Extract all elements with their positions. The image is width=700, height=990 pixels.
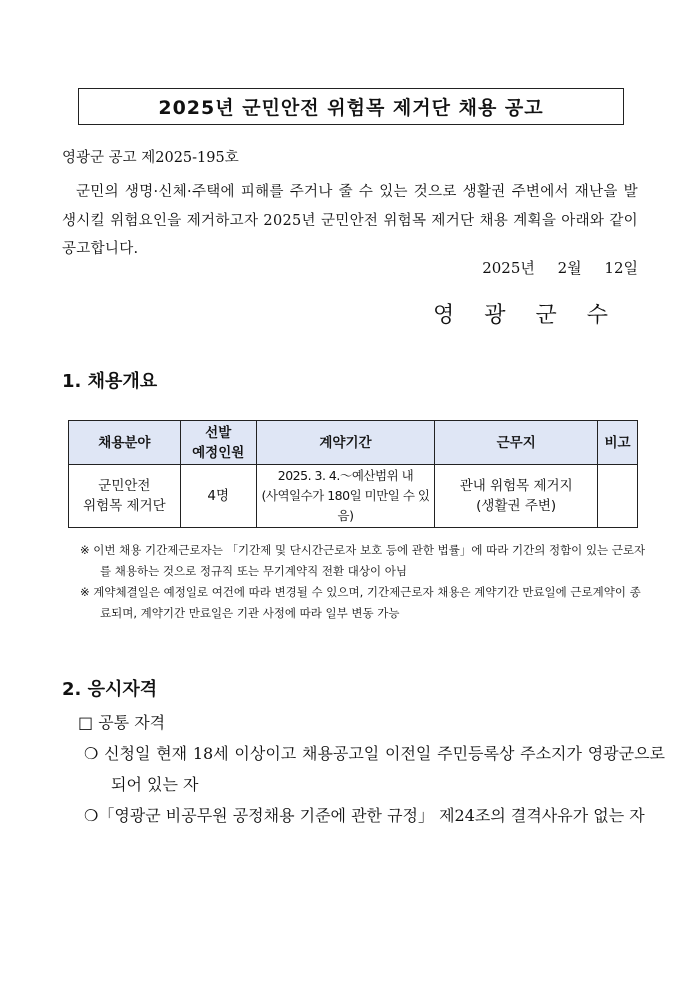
- note-item: ※ 계약체결일은 예정일로 여건에 따라 변경될 수 있으며, 기간제근로자 채용은 계약기간 만료일에 근로계약이 종료되며, 계약기간 만료일은 기관 사정에 따라 일부 변동 가능: [80, 585, 641, 620]
- notice-number: 영광군 공고 제2025-195호: [62, 150, 239, 166]
- header-remarks: 비고: [598, 421, 638, 465]
- section1-heading: 1. 채용개요: [62, 371, 158, 392]
- signer: 영광군수: [432, 303, 638, 328]
- subsection-common: □ 공통 자격: [78, 713, 166, 732]
- qualification-item: ❍「영광군 비공무원 공정채용 기준에 관한 규정」 제24조의 결격사유가 없는 자: [84, 806, 645, 825]
- header-headcount: 선발 예정인원: [180, 421, 256, 465]
- note-item: ※ 이번 채용 기간제근로자는 「기간제 및 단시간근로자 보호 등에 관한 법률」에 따라 기간의 정함이 있는 근로자를 채용하는 것으로 정규직 또는 무기계약직 전환 대상이 아님: [80, 543, 646, 578]
- header-location: 근무지: [435, 421, 598, 465]
- qualification-item: ❍ 신청일 현재 18세 이상이고 채용공고일 이전일 주민등록상 주소지가 영광군으로 되어 있는 자: [84, 744, 665, 794]
- header-period: 계약기간: [256, 421, 435, 465]
- table-row: [69, 465, 638, 528]
- cell-headcount: 4명: [180, 465, 256, 528]
- notes: [80, 540, 650, 624]
- table-header-row: [69, 421, 638, 465]
- cell-period: 2025. 3. 4.～예산범위 내 (사역일수가 180일 미만일 수 있음): [256, 465, 435, 528]
- header-field: 채용분야: [69, 421, 181, 465]
- intro-paragraph: 군민의 생명·신체·주택에 피해를 주거나 줄 수 있는 것으로 생활권 주변에서 재난을 발생시킬 위험요인을 제거하고자 2025년 군민안전 위험목 제거단 채용 계획을 아래와 같이 공고합니다.: [62, 184, 638, 257]
- cell-remarks: [598, 465, 638, 528]
- cell-field: 군민안전 위험목 제거단: [69, 465, 181, 528]
- notice-date: 2025년 2월 12일: [482, 259, 638, 277]
- section2-heading: 2. 응시자격: [62, 679, 158, 700]
- document-title: 2025년 군민안전 위험목 제거단 채용 공고: [78, 88, 624, 125]
- cell-location: 관내 위험목 제거지 (생활권 주변): [435, 465, 598, 528]
- recruitment-table: [68, 420, 638, 528]
